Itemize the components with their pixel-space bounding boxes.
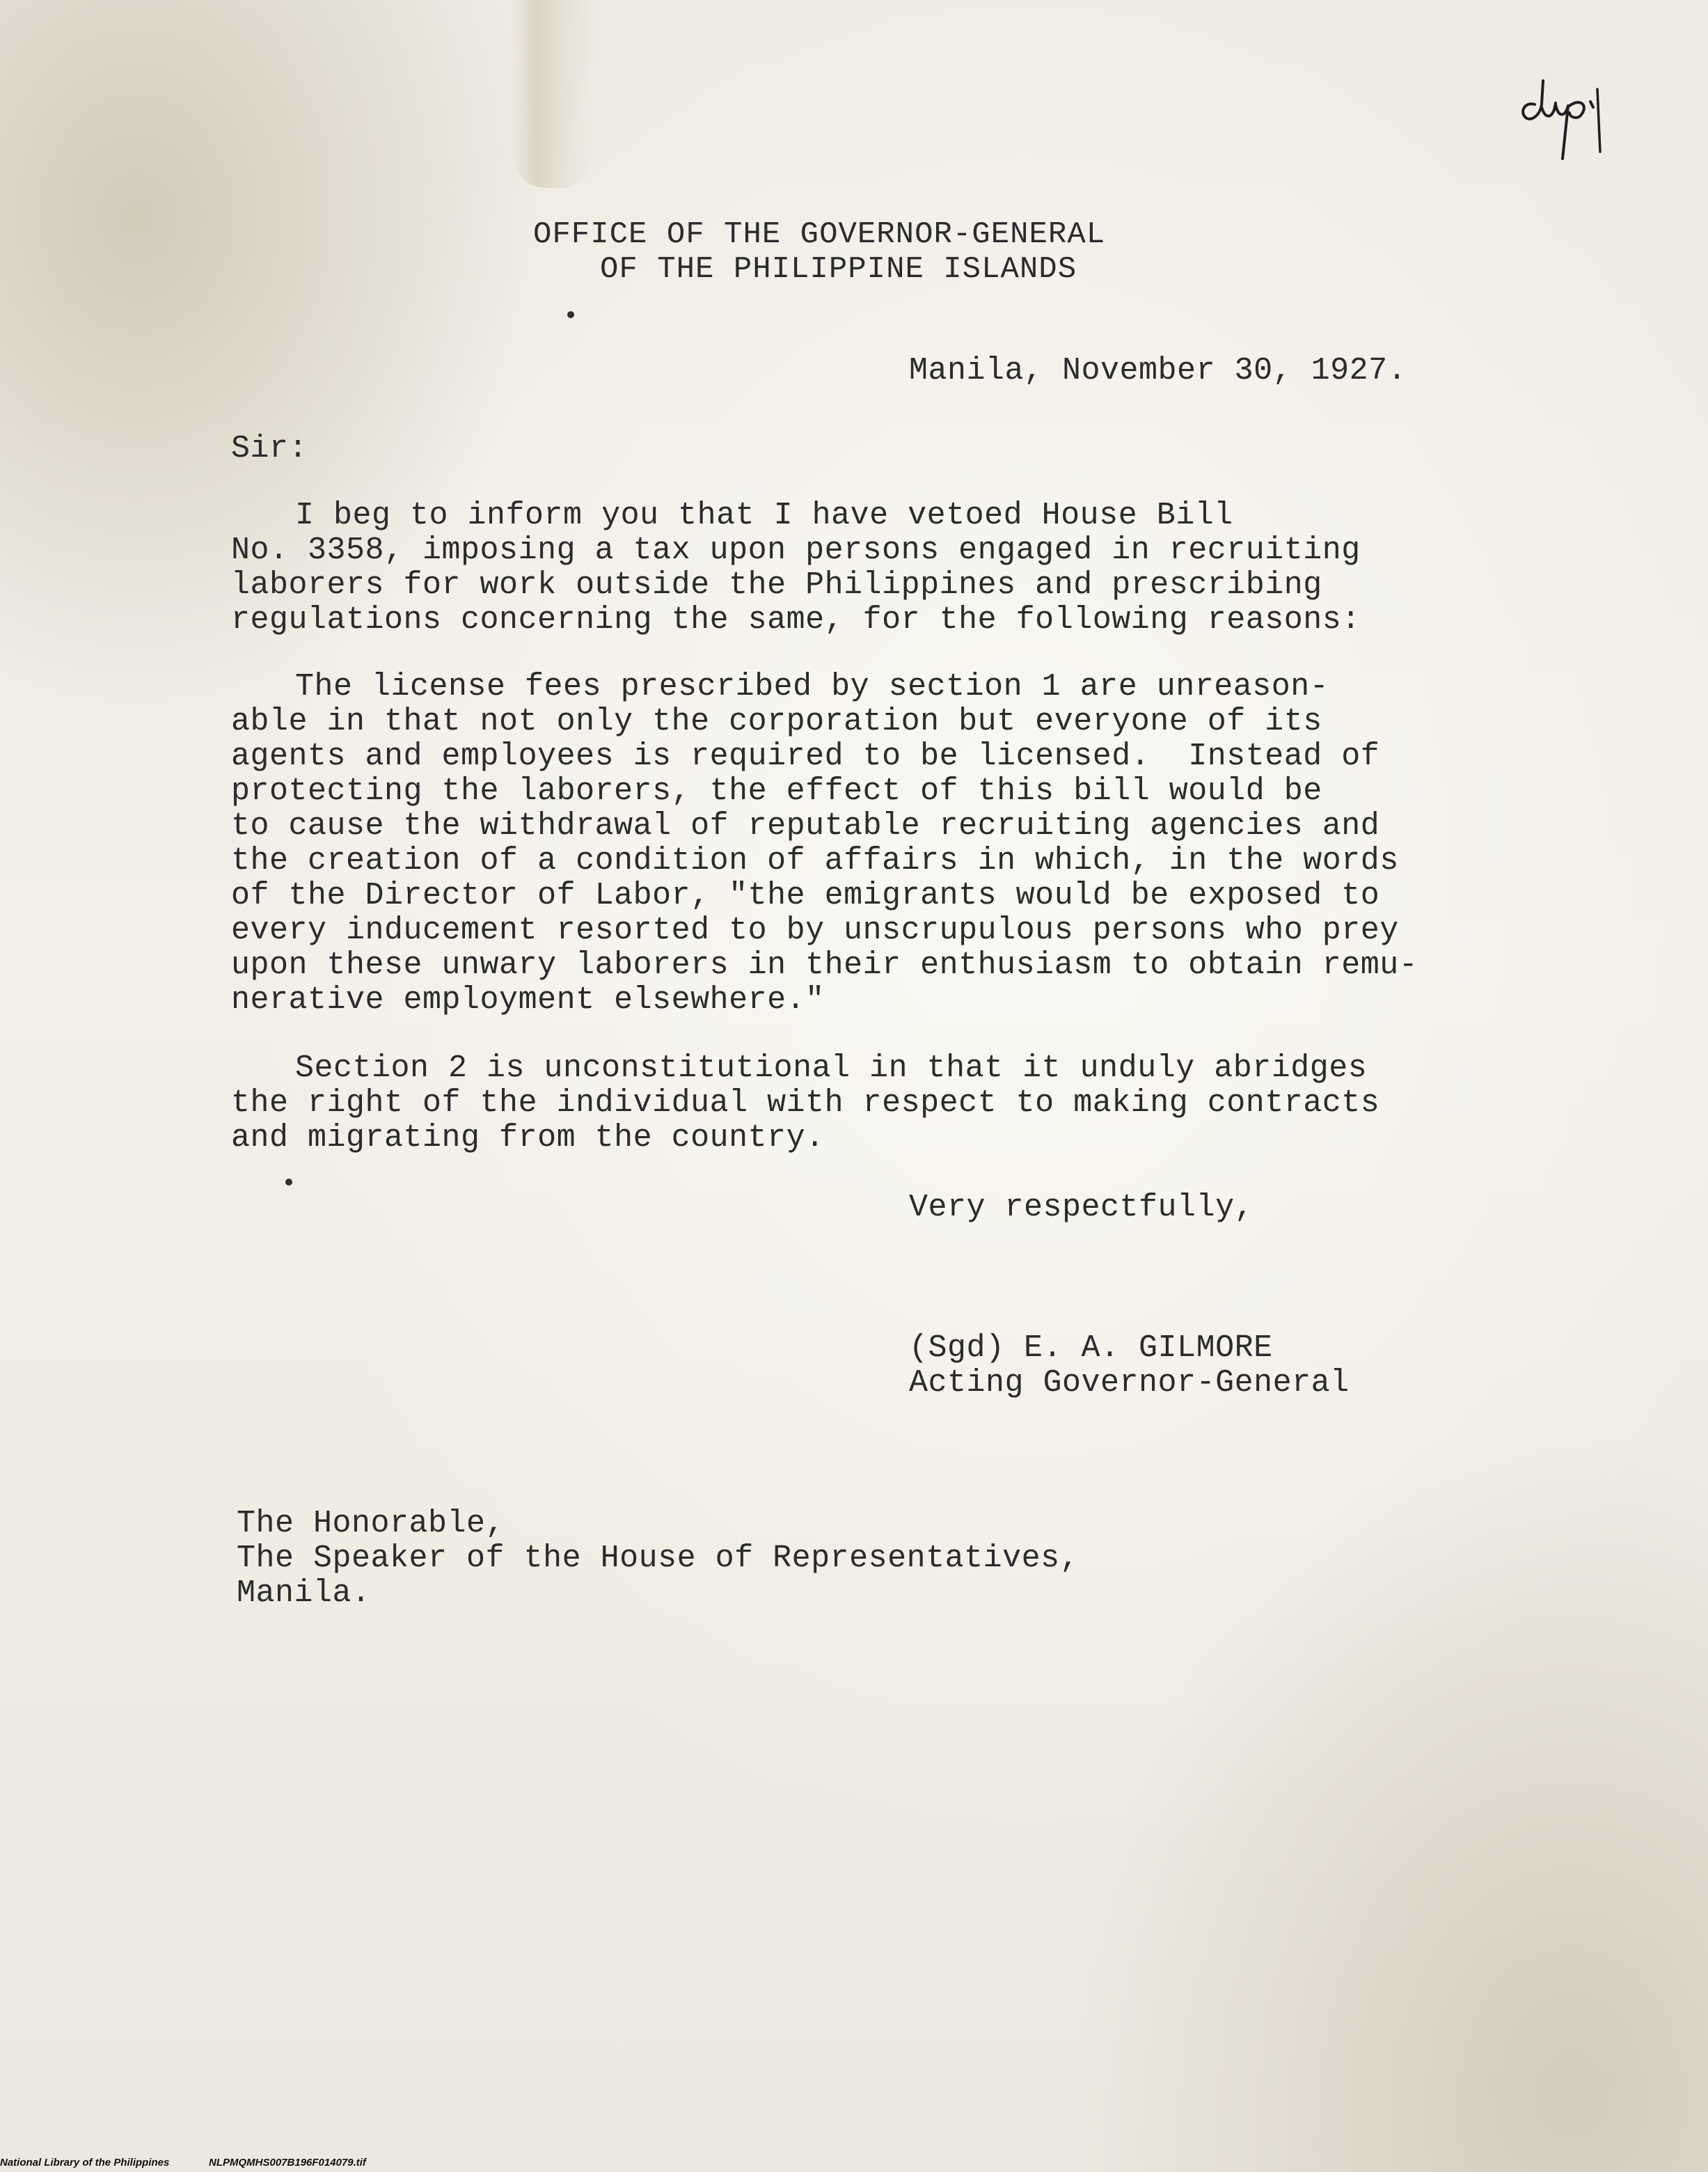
paragraph-2-line-1: The license fees prescribed by section 1 are unreason- — [295, 669, 1329, 705]
closing: Very respectfully, — [909, 1190, 1254, 1225]
paragraph-2-line-4: protecting the laborers, the effect of this bill would be — [231, 773, 1322, 809]
paragraph-1-line-1: I beg to inform you that I have vetoed House Bill — [295, 498, 1233, 533]
letterhead-line-1: OFFICE OF THE GOVERNOR-GENERAL — [533, 217, 1106, 252]
dateline: Manila, November 30, 1927. — [909, 353, 1407, 388]
handwritten-annotation — [1514, 61, 1632, 166]
footer-filename: NLPMQMHS007B196F014079.tif — [209, 2157, 366, 2169]
paragraph-2-line-5: to cause the withdrawal of reputable recruiting agencies and — [231, 808, 1380, 844]
paragraph-2-line-7: of the Director of Labor, "the emigrants would be exposed to — [231, 878, 1380, 913]
paragraph-1-line-4: regulations concerning the same, for the following reasons: — [231, 602, 1361, 638]
salutation: Sir: — [231, 431, 308, 466]
paragraph-3-line-1: Section 2 is unconstitutional in that it unduly abridges — [295, 1050, 1368, 1086]
paper-clip-stain — [512, 0, 595, 188]
ink-dot — [285, 1179, 292, 1186]
paragraph-2-line-9: upon these unwary laborers in their enthusiasm to obtain remu- — [231, 947, 1418, 983]
letterhead-line-2: OF THE PHILIPPINE ISLANDS — [600, 252, 1077, 287]
paragraph-1-line-2: No. 3358, imposing a tax upon persons engaged in recruiting — [231, 533, 1361, 568]
signature-name: (Sgd) E. A. GILMORE — [909, 1330, 1273, 1366]
paragraph-3-line-3: and migrating from the country. — [231, 1120, 825, 1156]
paragraph-2-line-6: the creation of a condition of affairs in which, in the words — [231, 843, 1399, 879]
ink-dot — [567, 311, 574, 318]
paragraph-2-line-3: agents and employees is required to be licensed. Instead of — [231, 739, 1380, 774]
addressee-line-1: The Honorable, — [237, 1506, 505, 1541]
addressee-line-2: The Speaker of the House of Representatives, — [237, 1541, 1080, 1576]
signature-title: Acting Governor-General — [909, 1365, 1350, 1401]
paragraph-3-line-2: the right of the individual with respect to making contracts — [231, 1085, 1380, 1121]
paragraph-2-line-2: able in that not only the corporation but everyone of its — [231, 704, 1322, 739]
paragraph-2-line-10: nerative employment elsewhere." — [231, 982, 825, 1018]
paragraph-1-line-3: laborers for work outside the Philippines and prescribing — [231, 567, 1322, 603]
addressee-line-3: Manila. — [237, 1575, 371, 1611]
footer-library-credit: National Library of the Philippines — [0, 2157, 170, 2169]
paragraph-2-line-8: every inducement resorted to by unscrupulous persons who prey — [231, 913, 1399, 948]
